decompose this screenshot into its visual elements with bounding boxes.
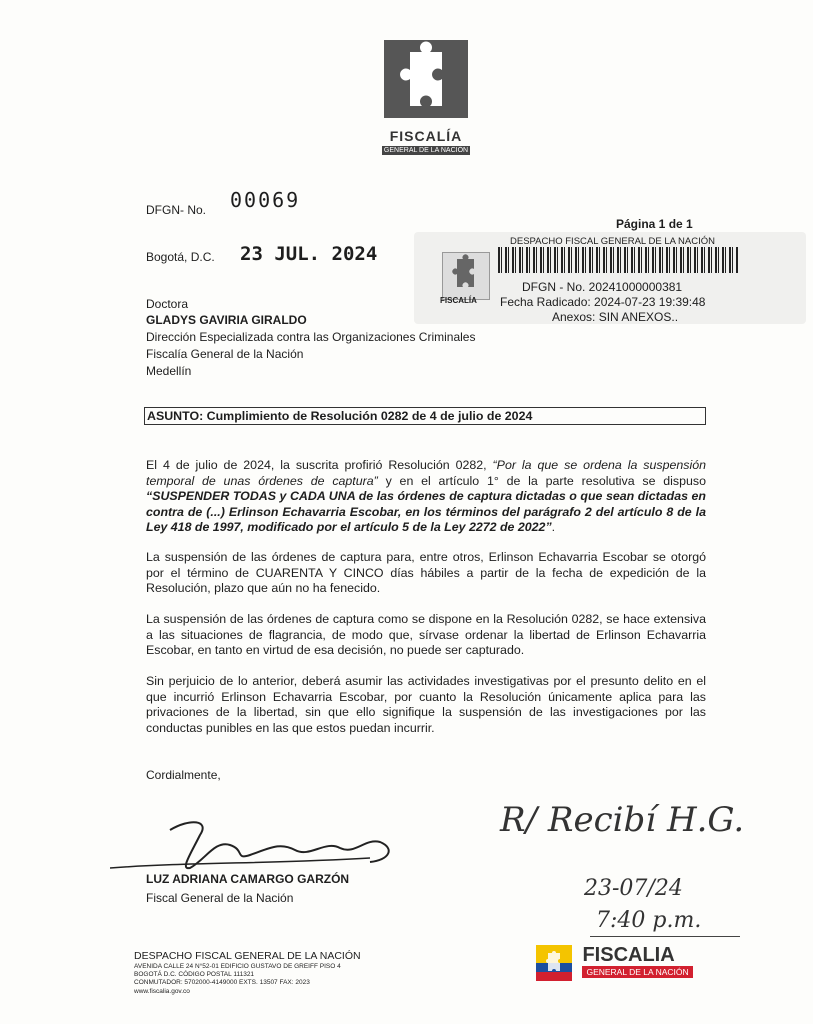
paragraph-2: La suspensión de las órdenes de captura para, entre otros, Erlinson Echavarria Escobar se otorgó por el término de CUARENTA Y CINCO días hábiles a partir de la fecha de expedición de la Resolución, plazo que aún no ha fenecido. <box>146 550 706 595</box>
footer-address: AVENIDA CALLE 24 N°52-01 EDIFICIO GUSTAVO DE GREIFF PISO 4 <box>134 963 341 970</box>
paragraph-4: Sin perjuicio de lo anterior, deberá asumir las actividades investigativas por el presunto delito en el que incurrió Erlinson Echavarria Escobar, por cuanto la Resolución únicamente aplica para las privaciones de la libertad, sin que ello signifique la suspensión de las investigaciones por las conductas punibles en las que estos puedan incurrir. <box>146 674 706 735</box>
stamp-logo-text: FISCALÍA <box>440 296 477 305</box>
paragraph-1: El 4 de julio de 2024, la suscrita profirió Resolución 0282, “Por la que se ordena la suspensión temporal de unas órdenes de captura” y en el artículo 1° de la parte resolutiva se dispuso “SUSPENDER TODAS y CADA UNA de las órdenes de captura dictadas o que sean dictadas en contra de (...) Erlinson Echavarria Escobar, en los términos del parágrafo 2 del artículo 8 de la Ley 418 de 1997, modificado por el artículo 5 de la Ley 2272 de 2022”. <box>146 458 706 534</box>
handwritten-date: 23-07/24 <box>584 876 683 901</box>
colombia-flag-icon <box>536 945 572 981</box>
number-label: DFGN- No. <box>146 203 206 217</box>
recipient-line1: Dirección Especializada contra las Organizaciones Criminales <box>146 330 476 344</box>
fiscalia-logo <box>384 40 468 118</box>
closing: Cordialmente, <box>146 768 221 782</box>
document-number: 00069 <box>230 188 301 212</box>
footer-phone: CONMUTADOR: 5702000-4149000 EXTS. 13507 FAX: 2023 <box>134 979 310 986</box>
footer-web: www.fiscalia.gov.co <box>134 988 190 995</box>
footer-brand <box>536 945 693 981</box>
recipient-name: GLADYS GAVIRIA GIRALDO <box>146 313 307 327</box>
stamp-logo-icon <box>442 252 490 300</box>
handwritten-underline <box>590 936 740 937</box>
handwritten-time: 7:40 p.m. <box>596 908 702 933</box>
subject-line: ASUNTO: Cumplimiento de Resolución 0282 de 4 de julio de 2024 <box>144 407 706 425</box>
signer-role: Fiscal General de la Nación <box>146 891 294 905</box>
page-indicator: Página 1 de 1 <box>616 217 693 231</box>
footer-city: BOGOTÁ D.C. CÓDIGO POSTAL 111321 <box>134 971 255 978</box>
stamp-fecha: Fecha Radicado: 2024-07-23 19:39:48 <box>500 295 706 309</box>
paragraph-3: La suspensión de las órdenes de captura como se dispone en la Resolución 0282, se hace extensiva a las situaciones de flagrancia, de modo que, sírvase ordenar la libertad de Erlinson Echavarria Escobar, en tanto en virtud de esa decisión, no puede ser capturado. <box>146 612 706 657</box>
city: Bogotá, D.C. <box>146 250 215 264</box>
handwritten-received: R/ Recibí H.G. <box>500 800 745 840</box>
stamp-office: DESPACHO FISCAL GENERAL DE LA NACIÓN <box>510 236 716 247</box>
recipient-line2: Fiscalía General de la Nación <box>146 347 304 361</box>
logo-subtitle: GENERAL DE LA NACIÓN <box>383 147 469 154</box>
footer-brand-name: FISCALIA <box>582 944 675 966</box>
barcode <box>498 247 738 273</box>
recipient-line3: Medellín <box>146 364 192 378</box>
stamp-number: DFGN - No. 20241000000381 <box>522 280 683 294</box>
recipient-title: Doctora <box>146 297 189 311</box>
document-date: 23 JUL. 2024 <box>240 243 378 265</box>
puzzle-icon <box>384 40 468 118</box>
logo-name: FISCALÍA <box>389 128 463 144</box>
stamp-anexos: Anexos: SIN ANEXOS.. <box>552 310 679 324</box>
footer-brand-subtitle: GENERAL DE LA NACIÓN <box>582 966 692 978</box>
signer-name: LUZ ADRIANA CAMARGO GARZÓN <box>146 872 350 886</box>
footer-office: DESPACHO FISCAL GENERAL DE LA NACIÓN <box>134 950 361 962</box>
